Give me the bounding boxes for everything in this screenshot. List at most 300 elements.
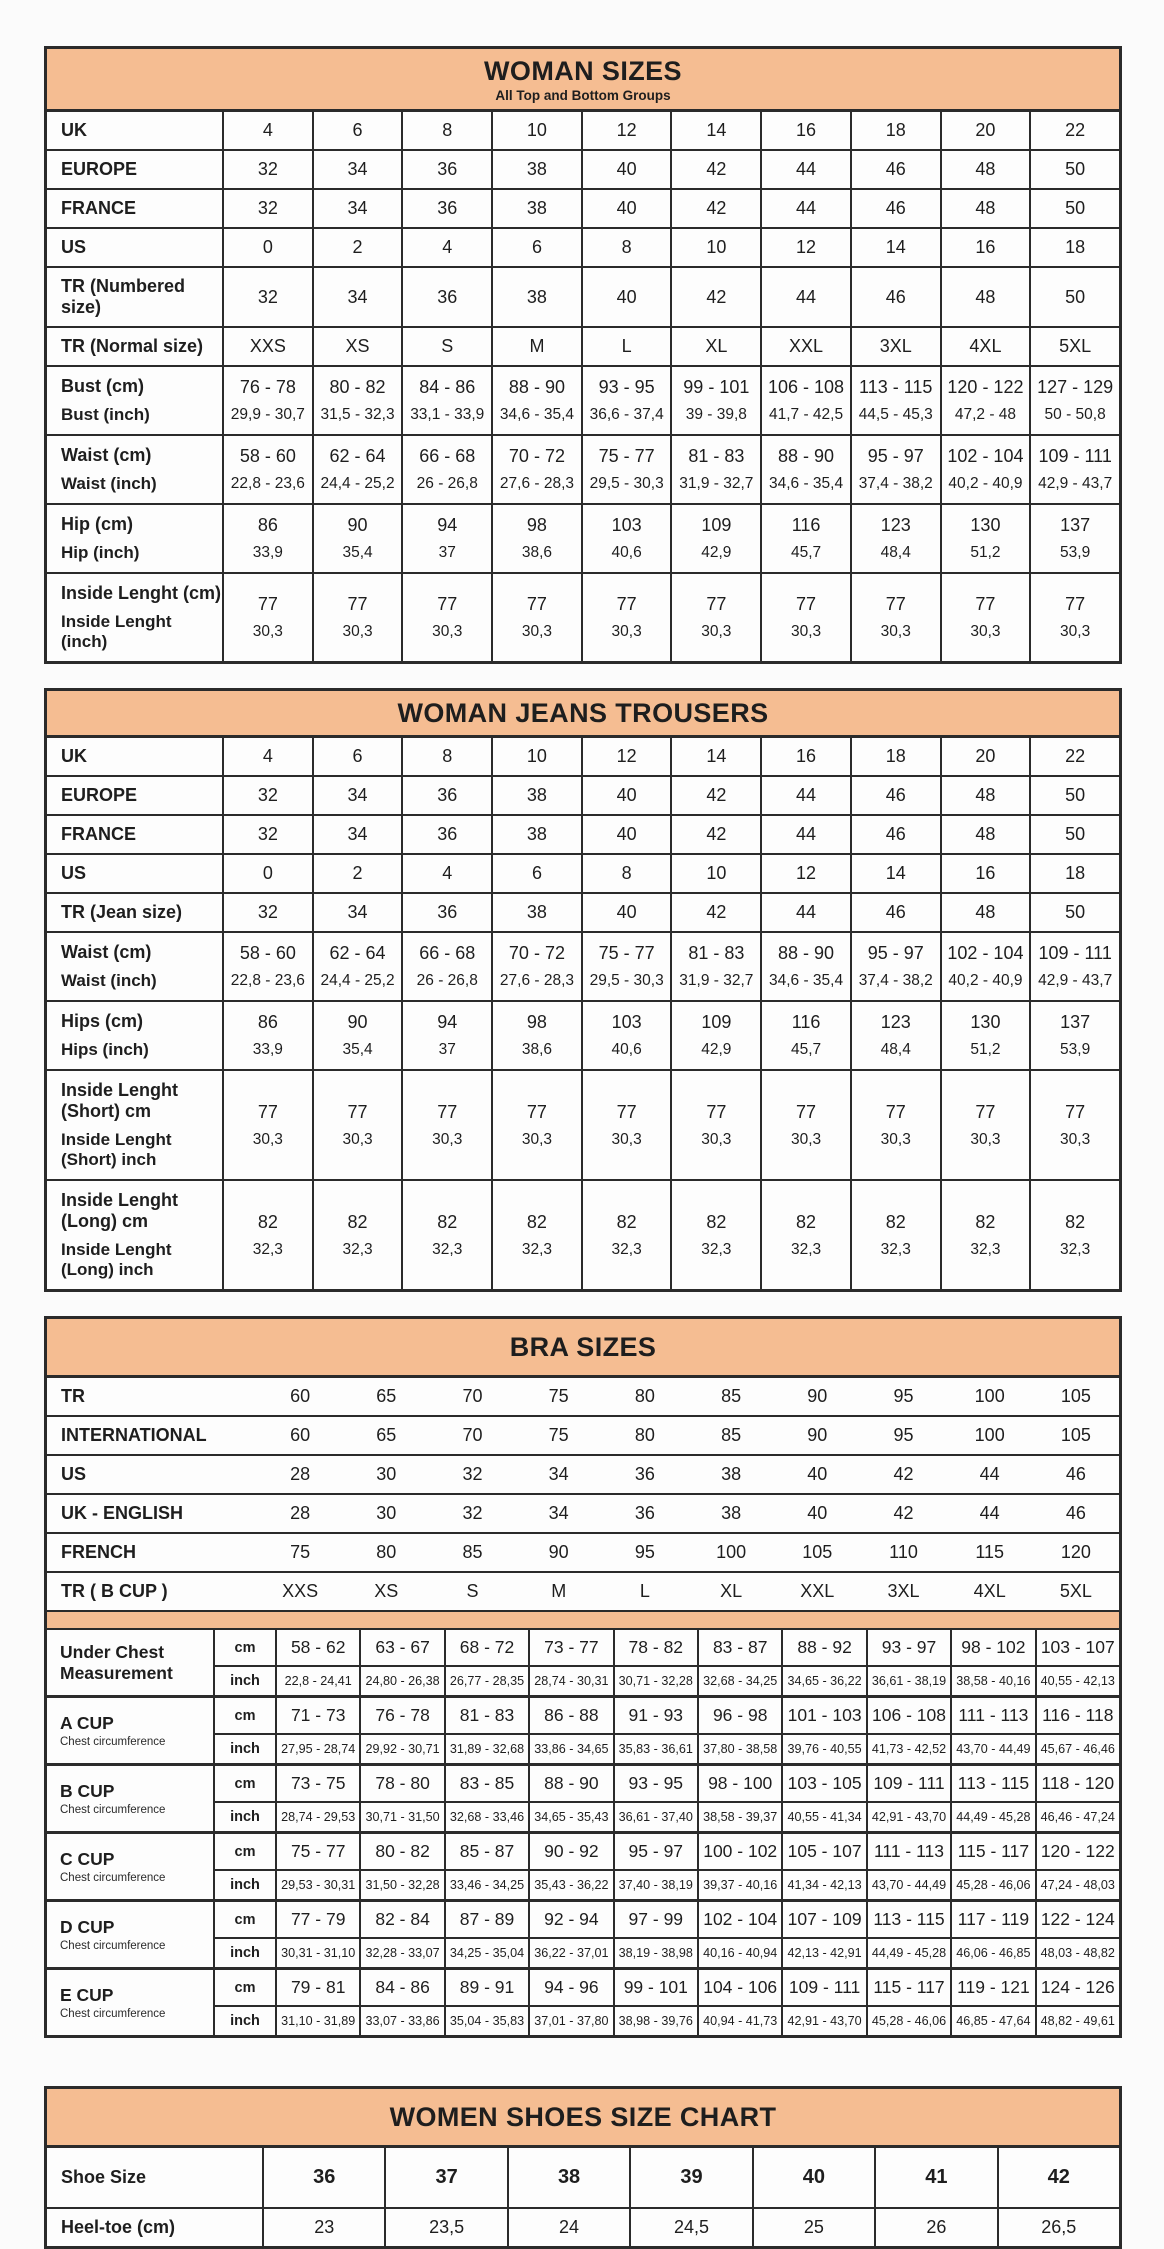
woman-sizes-value-cell (581, 328, 671, 365)
woman-sizes-value: 77 (257, 594, 278, 614)
woman-jeans-label-text: UK (61, 746, 87, 766)
bra-cup-value: 32,28 - 33,07 (359, 1939, 443, 1967)
woman-sizes-value: 30,3 (432, 623, 463, 640)
woman-jeans-value-cell (940, 816, 1030, 853)
woman-sizes-value: 14 (706, 120, 727, 140)
woman-jeans-value: 82 (347, 1211, 368, 1232)
woman-sizes-value-cell (312, 190, 402, 227)
bra-cup-value: 100 - 102 (697, 1834, 781, 1869)
bra-cup-value: 83 - 87 (697, 1630, 781, 1665)
bra-cup-value: 41,34 - 42,13 (781, 1871, 865, 1899)
woman-jeans-value: 103 (611, 1012, 642, 1032)
bra-value: 3XL (887, 1581, 920, 1601)
woman-sizes-value-cell (581, 367, 671, 434)
woman-jeans-row-label (47, 933, 222, 1000)
bra-cup-value: 109 - 111 (866, 1766, 950, 1801)
woman-sizes-value: 22 (1065, 120, 1086, 140)
bra-cup-value: 38,19 - 38,98 (613, 1939, 697, 1967)
woman-sizes-value-cell (1029, 436, 1119, 503)
bra-cup-value: 71 - 73 (275, 1698, 359, 1733)
woman-jeans-value: 46 (885, 824, 906, 844)
woman-jeans-value: 34 (347, 824, 368, 844)
woman-jeans-value: 10 (706, 863, 727, 883)
woman-sizes-value: 30,3 (342, 623, 373, 640)
woman-sizes-value-cell (760, 151, 850, 188)
woman-jeans-value-cell (760, 894, 850, 931)
shoes-label-text: Shoe Size (61, 2167, 147, 2187)
woman-sizes-value: 22,8 - 23,6 (230, 475, 305, 492)
spacer (44, 2064, 1122, 2086)
woman-jeans-value: 37 (438, 1041, 456, 1058)
bra-value: 100 (974, 1425, 1005, 1445)
woman-jeans-value-cell (1029, 855, 1119, 892)
bra-value-cell (947, 1378, 1033, 1415)
bra-cup-name: E CUP (60, 1985, 114, 2006)
woman-jeans-value: 32 (257, 785, 278, 805)
bra-value-cell (257, 1495, 343, 1532)
woman-sizes-value: 38 (526, 159, 547, 179)
woman-sizes-value: 58 - 60 (239, 446, 296, 466)
woman-jeans-label-text: Inside Lenght (Long) inch (61, 1240, 172, 1279)
woman-sizes-value: 46 (885, 198, 906, 218)
bra-cup-row (215, 1630, 1119, 1665)
woman-sizes-value-cell (760, 436, 850, 503)
woman-jeans-value-cell (850, 855, 940, 892)
bra-value: 120 (1060, 1542, 1091, 1562)
woman-sizes-value-cell (1029, 328, 1119, 365)
bra-value-cell (860, 1534, 946, 1571)
woman-jeans-value: 32,3 (970, 1240, 1001, 1258)
bra-value-cell (947, 1456, 1033, 1493)
woman-jeans-value-cell (850, 1181, 940, 1289)
woman-jeans-value-cell (222, 1071, 312, 1179)
woman-sizes-value-cell (940, 151, 1030, 188)
woman-jeans-value: 102 - 104 (947, 943, 1024, 963)
bra-value-cell (688, 1495, 774, 1532)
woman-jeans-value-cell (491, 777, 581, 814)
woman-sizes-value-cell (940, 436, 1030, 503)
bra-cup-subtitle: Chest circumference (60, 2007, 166, 2020)
bra-value-cell (516, 1378, 602, 1415)
woman-jeans-value-cell (401, 1002, 491, 1069)
woman-sizes-value: 44 (796, 159, 817, 179)
woman-sizes-value: 40 (616, 159, 637, 179)
woman-sizes-value: 48,4 (880, 544, 911, 561)
woman-sizes-value-cell (401, 151, 491, 188)
woman-jeans-value-cell (1029, 1181, 1119, 1289)
woman-jeans-value: 4 (262, 746, 273, 766)
bra-cup-value: 33,07 - 33,86 (359, 2007, 443, 2035)
woman-sizes-value-cell (940, 367, 1030, 434)
bra-cup-value: 86 - 88 (528, 1698, 612, 1733)
bra-value-cell (602, 1534, 688, 1571)
woman-sizes-value-cell (1029, 367, 1119, 434)
woman-jeans-value-cell (940, 894, 1030, 931)
woman-jeans-value: 30,3 (342, 1130, 373, 1148)
bra-cup-subtitle: Chest circumference (60, 1803, 166, 1816)
woman-jeans-value-cell (670, 1002, 760, 1069)
bra-value-cell (343, 1534, 429, 1571)
bra-cup-value: 36,61 - 37,40 (613, 1803, 697, 1831)
woman-sizes-value: XS (345, 336, 370, 356)
woman-jeans-value-cell (760, 1181, 850, 1289)
bra-cup-value: 103 - 107 (1035, 1630, 1119, 1665)
woman-sizes-value: 39 - 39,8 (685, 406, 747, 423)
shoes-value: 40 (802, 2166, 826, 2188)
bra-unit-label: inch (230, 1877, 260, 1893)
woman-jeans-value-cell (312, 1071, 402, 1179)
bra-conversion-rows (47, 1378, 1119, 1610)
woman-jeans-value-cell (850, 1002, 940, 1069)
bra-cup-value: 35,83 - 36,61 (613, 1735, 697, 1763)
woman-sizes-value: 50 - 50,8 (1044, 406, 1106, 423)
woman-sizes-value-cell (312, 268, 402, 326)
shoes-value-cell (384, 2209, 506, 2246)
woman-sizes-value: 38,6 (521, 544, 553, 561)
bra-row-label (47, 1534, 257, 1571)
shoes-value-cell (507, 2209, 629, 2246)
woman-sizes-value: 42 (706, 159, 727, 179)
bra-cup-value: 34,65 - 36,22 (781, 1667, 865, 1695)
bra-cup-group (47, 1695, 1119, 1763)
bra-value-cell (688, 1378, 774, 1415)
woman-sizes-value-cell (670, 151, 760, 188)
woman-jeans-value: 77 (347, 1101, 368, 1122)
woman-jeans-value-cell (222, 1002, 312, 1069)
woman-jeans-value: 82 (975, 1211, 996, 1232)
shoes-table (44, 2086, 1122, 2249)
woman-jeans-row-label (47, 1071, 222, 1179)
woman-jeans-value: 40 (616, 824, 637, 844)
bra-value: 32 (462, 1503, 483, 1523)
woman-sizes-value: 38 (526, 286, 547, 307)
bra-value: 70 (462, 1425, 483, 1445)
bra-value-cell (947, 1573, 1033, 1610)
woman-sizes-value-cell (222, 436, 312, 503)
bra-cup-value: 31,10 - 31,89 (275, 2007, 359, 2035)
woman-jeans-value: 42 (706, 902, 727, 922)
woman-jeans-label-text: Waist (cm) (61, 942, 152, 962)
bra-cup-name: A CUP (60, 1713, 114, 1734)
woman-jeans-value: 50 (1065, 824, 1086, 844)
bra-value-cell (429, 1573, 515, 1610)
woman-sizes-value: 30,3 (790, 623, 822, 640)
bra-value-cell (257, 1378, 343, 1415)
bra-cup-row (215, 1970, 1119, 2005)
bra-cup-value: 96 - 98 (697, 1698, 781, 1733)
woman-sizes-value-cell (401, 367, 491, 434)
woman-sizes-value-cell (491, 436, 581, 503)
woman-jeans-value: 32,3 (790, 1240, 822, 1258)
woman-sizes-value: 29,5 - 30,3 (589, 475, 664, 492)
woman-sizes-value: 77 (885, 594, 906, 614)
bra-cup-value: 39,76 - 40,55 (781, 1735, 865, 1763)
woman-sizes-value: 94 (437, 515, 458, 535)
woman-jeans-value: 34 (347, 902, 368, 922)
woman-sizes-value-cell (222, 112, 312, 149)
woman-jeans-value: 40,6 (611, 1041, 642, 1058)
bra-cup-value: 26,77 - 28,35 (444, 1667, 528, 1695)
bra-cup-rows (215, 1970, 1119, 2035)
bra-sizes-header (47, 1319, 1119, 1378)
bra-value-cell (602, 1573, 688, 1610)
bra-cup-value: 30,71 - 31,50 (359, 1803, 443, 1831)
woman-sizes-value: 109 - 111 (1038, 446, 1112, 466)
shoes-value: 42 (1047, 2166, 1070, 2188)
woman-jeans-value-cell (581, 1002, 671, 1069)
bra-value: XXL (800, 1581, 835, 1601)
woman-jeans-value: 62 - 64 (329, 943, 386, 963)
woman-sizes-value: 50 (1065, 198, 1086, 218)
bra-value-cell (257, 1417, 343, 1454)
bra-cup-row (215, 1766, 1119, 1801)
woman-jeans-value-cell (850, 738, 940, 775)
bra-cup-name: C CUP (60, 1849, 115, 1870)
bra-cup-value: 91 - 93 (613, 1698, 697, 1733)
woman-sizes-value: 102 - 104 (947, 446, 1024, 466)
woman-jeans-value: 42,9 - 43,7 (1038, 972, 1113, 989)
woman-sizes-row-group (47, 227, 1119, 266)
bra-cup-value: 88 - 92 (781, 1630, 865, 1665)
bra-cup-value: 29,92 - 30,71 (359, 1735, 443, 1763)
woman-jeans-value: 75 - 77 (598, 943, 655, 963)
woman-jeans-value: 34 (347, 785, 368, 805)
bra-row-label (47, 1573, 257, 1610)
woman-sizes-value-cell (401, 112, 491, 149)
bra-value-cell (774, 1417, 860, 1454)
woman-jeans-value: 82 (1065, 1211, 1086, 1232)
woman-sizes-value: 31,5 - 32,3 (320, 406, 395, 423)
woman-sizes-value: 20 (975, 120, 996, 140)
woman-sizes-value: 36 (437, 159, 458, 179)
woman-jeans-value: 4 (442, 863, 453, 883)
woman-sizes-row-group (47, 434, 1119, 503)
woman-sizes-value-cell (1029, 229, 1119, 266)
woman-sizes-value-cell (670, 229, 760, 266)
woman-sizes-value-cell (312, 367, 402, 434)
woman-jeans-value: 48 (975, 902, 996, 922)
woman-sizes-value-cell (850, 268, 940, 326)
bra-cup-value: 36,22 - 37,01 (528, 1939, 612, 1967)
woman-jeans-value: 30,3 (611, 1130, 642, 1148)
bra-value-cell (516, 1456, 602, 1493)
bra-value: S (466, 1581, 479, 1601)
bra-value-cell (947, 1495, 1033, 1532)
woman-sizes-row-label (47, 367, 222, 434)
bra-cup-value: 42,13 - 42,91 (781, 1939, 865, 1967)
bra-value: 5XL (1059, 1581, 1092, 1601)
woman-jeans-value: 32 (257, 824, 278, 844)
bra-value-cell (429, 1495, 515, 1532)
woman-jeans-value-cell (1029, 1071, 1119, 1179)
woman-jeans-value-cell (670, 1071, 760, 1179)
woman-sizes-value: 16 (975, 237, 996, 257)
woman-sizes-value-cell (491, 268, 581, 326)
woman-sizes-value: 48 (975, 286, 996, 307)
woman-sizes-value-cell (850, 367, 940, 434)
woman-sizes-label-text: Inside Lenght (inch) (61, 612, 172, 651)
woman-sizes-row-group (47, 572, 1119, 661)
woman-jeans-value-cell (491, 933, 581, 1000)
woman-sizes-value: 50 (1065, 286, 1086, 307)
woman-sizes-value-cell (760, 574, 850, 661)
woman-jeans-value: 6 (531, 863, 542, 883)
bra-value-cell (688, 1456, 774, 1493)
shoes-value-cell (507, 2148, 629, 2207)
woman-jeans-value: 38 (526, 902, 547, 922)
bra-value-cell (774, 1456, 860, 1493)
woman-jeans-value-cell (670, 777, 760, 814)
bra-cup-row (215, 1834, 1119, 1869)
woman-sizes-value-cell (312, 436, 402, 503)
woman-jeans-label-text: US (61, 863, 87, 883)
bra-unit-label: inch (230, 1741, 260, 1757)
woman-jeans-value-cell (581, 1071, 671, 1179)
bra-cup-row (215, 1733, 1119, 1763)
bra-cup-value: 85 - 87 (444, 1834, 528, 1869)
woman-jeans-value-cell (670, 816, 760, 853)
bra-value-cell (860, 1573, 946, 1610)
bra-value: 75 (548, 1425, 569, 1445)
woman-jeans-value: 94 (437, 1012, 458, 1032)
woman-jeans-value: 38 (526, 785, 547, 805)
bra-cup-name: D CUP (60, 1917, 115, 1938)
woman-sizes-value-cell (670, 190, 760, 227)
woman-sizes-row-group (47, 365, 1119, 434)
woman-jeans-value-cell (222, 738, 312, 775)
shoes-value-cell (384, 2148, 506, 2207)
bra-value: 80 (634, 1425, 655, 1445)
woman-jeans-value: 26 - 26,8 (416, 972, 478, 989)
bra-value: 85 (462, 1542, 483, 1562)
woman-jeans-value: 95 - 97 (867, 943, 924, 963)
woman-sizes-value: XXL (789, 336, 824, 356)
bra-value: 30 (376, 1503, 397, 1523)
shoes-value-cell (752, 2148, 874, 2207)
woman-jeans-value-cell (760, 855, 850, 892)
bra-cup-label (47, 1766, 215, 1831)
bra-row-label (47, 1417, 257, 1454)
woman-sizes-value-cell (222, 151, 312, 188)
woman-jeans-value-cell (491, 855, 581, 892)
bra-cup-label (47, 1834, 215, 1899)
bra-value: 95 (893, 1425, 914, 1445)
woman-sizes-value: 137 (1060, 515, 1091, 535)
woman-jeans-row-group (47, 1000, 1119, 1069)
woman-jeans-value-cell (940, 933, 1030, 1000)
bra-unit-label: cm (234, 1843, 256, 1860)
woman-jeans-value: 123 (880, 1012, 911, 1032)
shoes-value-cell (997, 2209, 1119, 2246)
woman-sizes-value: 26 - 26,8 (416, 475, 478, 492)
bra-cup-value: 120 - 122 (1035, 1834, 1119, 1869)
bra-value-cell (257, 1534, 343, 1571)
woman-jeans-value: 34,6 - 35,4 (768, 972, 844, 989)
bra-value: 60 (290, 1425, 311, 1445)
woman-jeans-value-cell (312, 1002, 402, 1069)
woman-sizes-value-cell (850, 112, 940, 149)
woman-sizes-subtitle: All Top and Bottom Groups (495, 88, 671, 103)
woman-sizes-value-cell (940, 574, 1030, 661)
woman-jeans-value: 82 (796, 1211, 817, 1232)
bra-row-group (47, 1378, 1119, 1415)
woman-sizes-value: 30,3 (611, 623, 642, 640)
bra-cup-rows (215, 1834, 1119, 1899)
woman-sizes-value-cell (1029, 505, 1119, 572)
bra-unit-label: inch (230, 1673, 260, 1689)
bra-cup-value: 98 - 100 (697, 1766, 781, 1801)
bra-cup-value: 101 - 103 (781, 1698, 865, 1733)
bra-cup-rows (215, 1630, 1119, 1695)
woman-jeans-value: 48,4 (880, 1041, 911, 1058)
bra-cup-rows (215, 1766, 1119, 1831)
bra-value: 36 (634, 1503, 655, 1523)
woman-sizes-value: 46 (885, 286, 906, 307)
shoes-row-group (47, 2207, 1119, 2246)
woman-sizes-row-group (47, 112, 1119, 149)
shoes-value-cell (262, 2209, 384, 2246)
woman-sizes-value: 36 (437, 286, 458, 307)
woman-jeans-value-cell (222, 894, 312, 931)
woman-sizes-value: 18 (885, 120, 906, 140)
shoes-value: 25 (803, 2217, 824, 2237)
bra-value-cell (429, 1417, 515, 1454)
woman-sizes-value-cell (491, 151, 581, 188)
woman-sizes-value: 42 (706, 286, 727, 307)
woman-jeans-value: 42,9 (701, 1041, 732, 1058)
woman-jeans-value: 14 (706, 746, 727, 766)
woman-jeans-row-group (47, 892, 1119, 931)
bra-value: 80 (376, 1542, 397, 1562)
woman-sizes-value: 46 (885, 159, 906, 179)
shoes-value: 41 (925, 2166, 948, 2188)
bra-cup-value: 37,80 - 38,58 (697, 1735, 781, 1763)
woman-sizes-value: 53,9 (1060, 544, 1091, 561)
woman-sizes-value: 36,6 - 37,4 (589, 406, 664, 423)
bra-cup-value: 47,24 - 48,03 (1035, 1871, 1119, 1899)
woman-sizes-value: 40 (616, 286, 637, 307)
woman-sizes-value: 116 (791, 515, 821, 535)
bra-value: 105 (802, 1542, 833, 1562)
woman-jeans-value: 50 (1065, 902, 1086, 922)
bra-cup-value: 43,70 - 44,49 (866, 1871, 950, 1899)
bra-value: 36 (634, 1464, 655, 1484)
bra-value-cell (774, 1495, 860, 1532)
woman-sizes-label-text: Inside Lenght (cm) (61, 583, 222, 603)
bra-cup-value: 33,86 - 34,65 (528, 1735, 612, 1763)
woman-sizes-value: 8 (621, 237, 632, 257)
bra-label-text: US (61, 1464, 87, 1484)
woman-sizes-value-cell (670, 112, 760, 149)
bra-cup-value: 32,68 - 33,46 (444, 1803, 528, 1831)
woman-jeans-value-cell (222, 933, 312, 1000)
woman-sizes-value: 127 - 129 (1037, 377, 1114, 397)
woman-jeans-value: 38 (526, 824, 547, 844)
woman-sizes-value: 99 - 101 (683, 377, 750, 397)
woman-jeans-value-cell (670, 738, 760, 775)
woman-sizes-value: 24,4 - 25,2 (320, 475, 395, 492)
woman-jeans-value: 137 (1060, 1012, 1091, 1032)
bra-cup-value: 38,58 - 39,37 (697, 1803, 781, 1831)
woman-jeans-body (47, 738, 1119, 1289)
bra-value: XS (374, 1581, 399, 1601)
woman-sizes-label-text: UK (61, 120, 87, 140)
woman-jeans-value-cell (222, 777, 312, 814)
woman-jeans-value-cell (491, 1181, 581, 1289)
woman-sizes-label-text: Hip (inch) (61, 543, 140, 562)
bra-cup-value: 40,55 - 41,34 (781, 1803, 865, 1831)
bra-value: 90 (807, 1386, 828, 1406)
